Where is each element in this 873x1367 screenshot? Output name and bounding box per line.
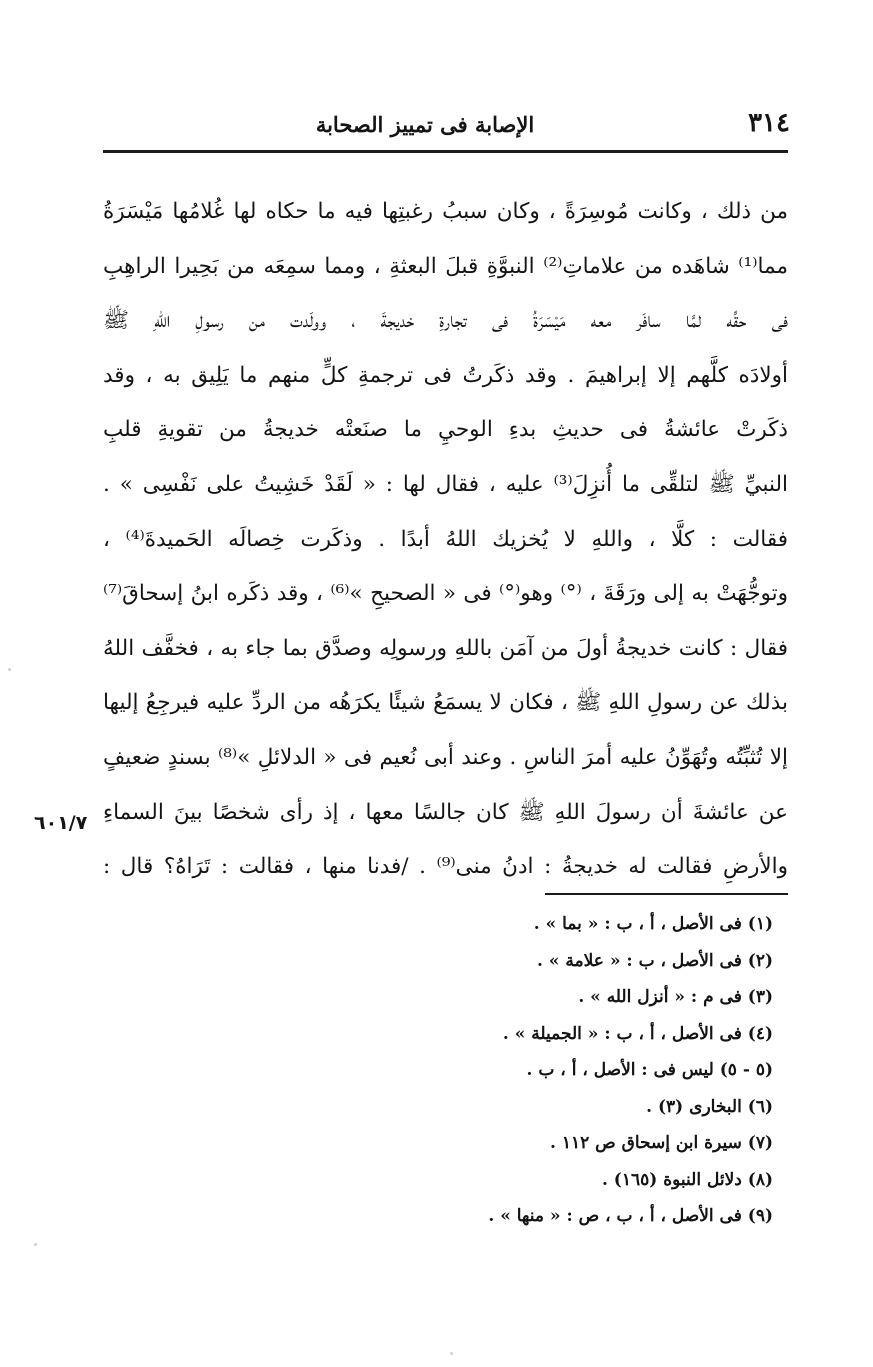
scan-speck [450,1352,453,1355]
footnote: (٢) فى الأصل ، ب : « علامة » . [537,950,773,971]
scan-speck [34,1243,37,1246]
footnote: (٥ - ٥) ليس فى : الأصل ، أ ، ب . [526,1060,773,1080]
text-line: فى حقِّه لمَّا سافَر معه مَيْسَرَةُ فى تجارةِ خديجةَ ، وولَدت من رسولِ اللهِ ﷺ [103,308,788,334]
footnote: (٦) البخارى (٣) . [646,1096,773,1117]
text-line: من ذلك ، وكانت مُوسِرَةً ، وكان سببُ رغبتِها فيه ما حكاه لها غُلامُها مَيْسَرَةُ [103,199,788,224]
running-title: الإصابة فى تمييز الصحابة [315,112,535,137]
text-line: النبيِّ ﷺ لتلقِّى ما أُنزِلَ⁽³⁾ عليه ، فقال لها : « لَقَدْ خَشِيتُ على نَفْسِى » . [103,471,788,497]
page-number: ٣١٤ [748,108,790,138]
footnote: (٤) فى الأصل ، أ ، ب : « الجميلة » . [502,1023,773,1044]
page-header [100,108,790,142]
footnote-separator [545,893,788,895]
footnote: (٩) فى الأصل ، أ ، ب ، ص : « منها » . [488,1206,773,1226]
footnote: (٣) فى م : « أنزل الله » . [578,987,773,1007]
footnotes [103,906,788,1235]
header-rule [103,150,788,153]
text-line: إلا تُثبِّتُه وتُهَوِّنُ عليه أمرَ الناسِ . وعند أبى نُعيم فى « الدلائلِ »⁽⁸⁾ بسندٍ ضعيفٍ [103,744,788,770]
scan-speck [8,668,11,671]
margin-volume-page-reference: ٦٠١/٧ [34,812,88,834]
text-line: وتوجُّهَتْ به إلى ورَقَةَ ، ⁽°⁾ وهو⁽°⁾ فى « الصحيحِ »⁽⁶⁾ ، وقد ذكَره ابنُ إسحاقَ⁽⁷⁾ [103,581,788,607]
text-line: مما⁽¹⁾ شاهَده من علاماتِ⁽²⁾ النبوَّةِ قبلَ البعثةِ ، ومما سمِعَه من بَحِيرا الراهِبِ [103,253,788,279]
text-line: فقالت : كلَّا ، واللهِ لا يُخزيك اللهُ أبدًا . وذكَرت خِصالَه الحَميدةَ⁽⁴⁾ ، [103,526,788,552]
text-line: عن عائشةَ أن رسولَ اللهِ ﷺ كان جالسًا معها ، إذ رأى شخصًا بينَ السماءِ [103,799,788,825]
footnote: (١) فى الأصل ، أ ، ب : « بما » . [533,914,773,934]
text-line: أولادَه كلَّهم إلا إبراهيمَ . وقد ذكَرتُ فى ترجمةِ كلٍّ منهم ما يَلِيق به ، وقد [103,362,788,388]
text-line: والأرضِ فقالت له خديجةُ : ادنُ منى⁽⁹⁾ . /فدنا منها ، فقالت : تَرَاهُ؟ قال : [103,854,788,880]
main-text [103,185,788,895]
text-line: ذكَرتْ عائشةُ فى حديثِ بدءِ الوحيِ ما صنَعتْه خديجةُ من تقويةِ قلبِ [103,417,788,443]
text-line: فقال : كانت خديجةُ أولَ من آمَن باللهِ ورسولِه وصدَّق بما جاء به ، فخفَّف اللهُ [103,635,788,661]
footnote: (٨) دلائل النبوة (١٦٥) . [601,1169,773,1190]
text-line: بذلك عن رسولِ اللهِ ﷺ ، فكان لا يسمَعُ شيئًا يكرَهُه من الردِّ عليه فيرجِعُ إليها [103,690,788,716]
footnote: (٧) سيرة ابن إسحاق ص ١١٢ . [550,1133,773,1153]
